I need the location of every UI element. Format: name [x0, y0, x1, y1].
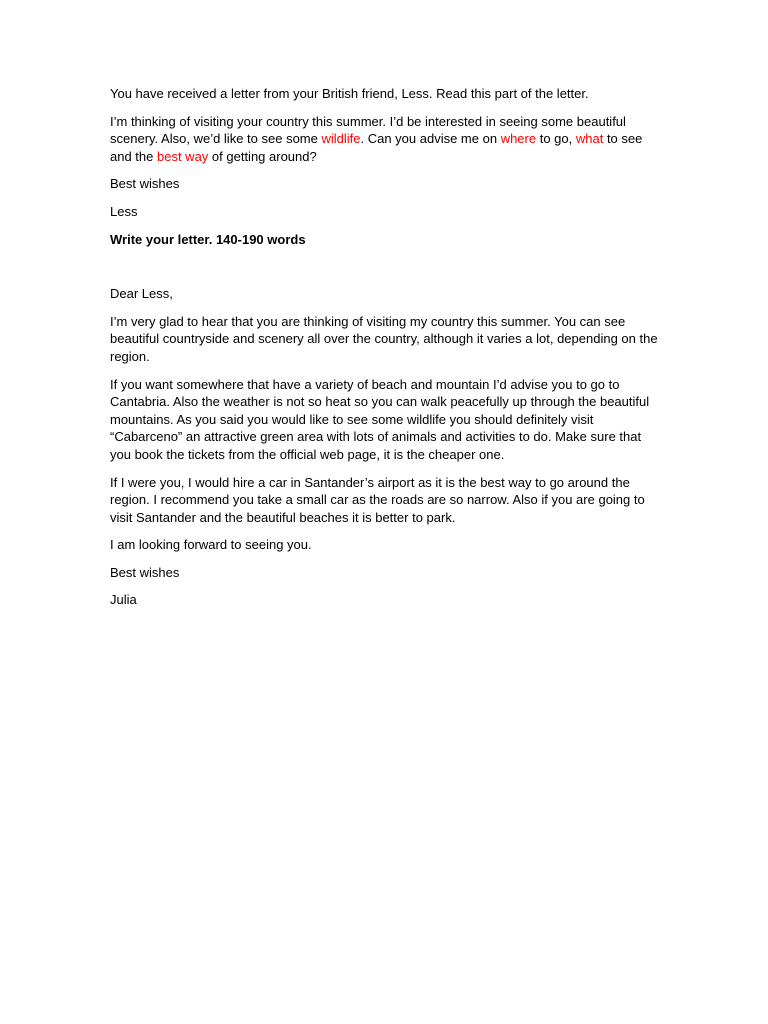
letter-text: of getting around? [208, 148, 317, 164]
reply-paragraph-1: I’m very glad to hear that you are thinking of visiting my country this summer. You can see beautiful countryside and scenery all over the country, although it varies a lot, depending on the region. [110, 313, 658, 364]
prompt-letter-excerpt [110, 113, 658, 166]
letter-text: to see and the [110, 131, 643, 164]
letter-text: . Can you advise me on [360, 131, 501, 147]
task-instruction: Write your letter. 140-190 words [110, 231, 306, 247]
highlight-wildlife: wildlife [321, 131, 361, 147]
document-page [110, 85, 658, 619]
reply-paragraph-3: If I were you, I would hire a car in Santander’s airport as it is the best way to go around the region. I recommend you take a small car as the roads are so narrow. Also if you are going to visit Santander and the beautiful beaches it is better to park. [110, 474, 645, 525]
reply-paragraph-2: If you want somewhere that have a variety of beach and mountain I’d advise you to go to Cantabria. Also the weather is not so heat so you can walk peacefully up through the beautiful mountains. As you said you would like to see some wildlife you should definitely visit “Cabarceno” an attractive green area with lots of animals and activities to do. Make sure that you book the tickets from the official web page, it is the cheaper one. [110, 376, 650, 462]
prompt-signoff: Best wishes [110, 176, 180, 192]
reply-greeting: Dear Less, [110, 286, 173, 302]
letter-text: I’m thinking of visiting your country this summer. I’d be interested in seeing some beautiful scenery. Also, we’d like to see some [110, 113, 626, 147]
reply-closing-line: I am looking forward to seeing you. [110, 537, 312, 553]
reply-signature: Julia [110, 592, 137, 608]
reply-signoff: Best wishes [110, 564, 180, 580]
highlight-what: what [575, 131, 604, 147]
prompt-signature: Less [110, 203, 138, 219]
highlight-where: where [500, 131, 537, 147]
section-spacer [110, 258, 658, 285]
prompt-intro: You have received a letter from your British friend, Less. Read this part of the letter. [110, 86, 589, 101]
highlight-best-way: best way [157, 148, 209, 164]
letter-text: to go, [536, 131, 576, 147]
